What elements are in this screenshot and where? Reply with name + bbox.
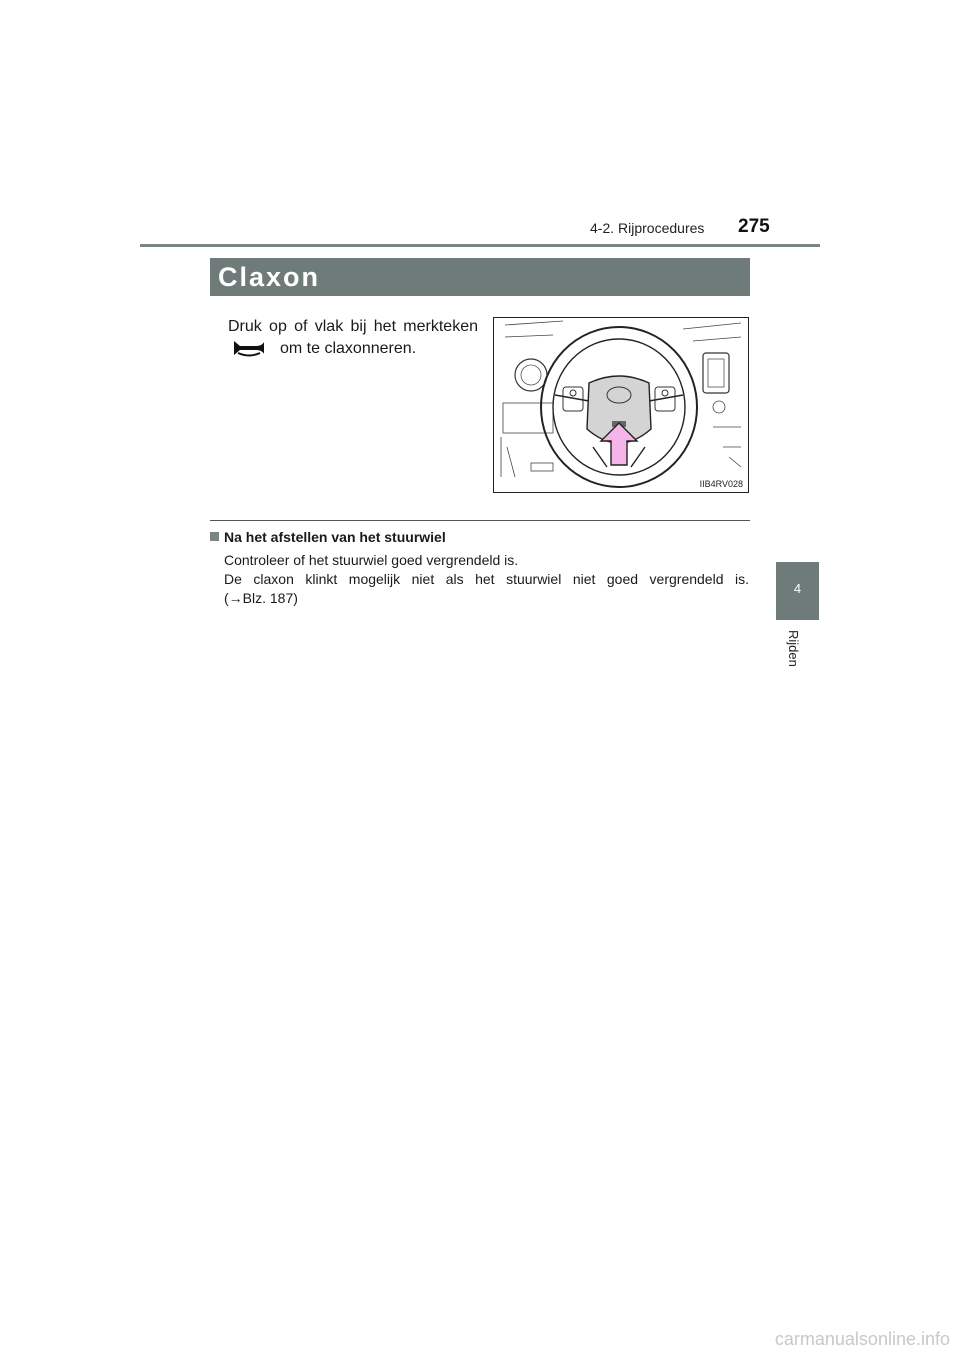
chapter-tab [776, 562, 819, 620]
title-bar [210, 258, 750, 296]
page-reference: (→Blz. 187) [224, 590, 298, 606]
page-number: 275 [738, 216, 770, 237]
steering-wheel-figure [493, 317, 749, 493]
header-section-title: 4-2. Rijprocedures [590, 220, 705, 236]
subsection-heading: Na het afstellen van het stuurwiel [224, 529, 446, 545]
section-rule [210, 520, 750, 521]
figure-code: IIB4RV028 [699, 479, 743, 489]
subsection-body [224, 551, 749, 608]
square-bullet-icon [210, 532, 219, 541]
header-rule [140, 244, 820, 247]
chapter-number: 4 [793, 581, 802, 596]
steering-wheel-illustration [493, 317, 749, 493]
body-line: De claxon klinkt mogelijk niet als het stuurwiel niet goed vergrendeld is. [224, 571, 749, 587]
horn-icon [232, 339, 266, 357]
watermark: carmanualsonline.info [774, 1329, 950, 1349]
body-line: Controleer of het stuurwiel goed vergrendeld is. [224, 552, 519, 568]
chapter-label: Rijden [786, 630, 801, 667]
intro-text-line1: Druk op of vlak bij het merkteken [228, 318, 478, 335]
intro-text-line2: om te claxonneren. [280, 340, 417, 357]
page-title: Claxon [218, 262, 321, 292]
